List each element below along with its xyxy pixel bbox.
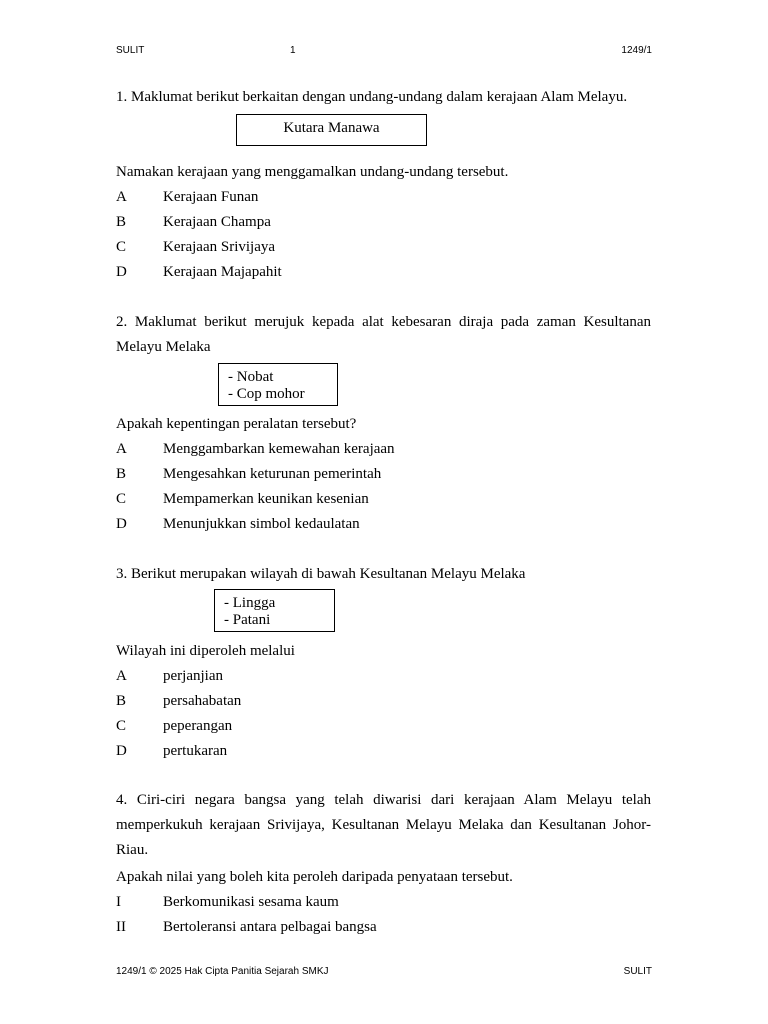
- question-4-stem: 4. Ciri-ciri negara bangsa yang telah diwarisi dari kerajaan Alam Melayu telah memperkukuh kerajaan Srivijaya, Kesultanan Melayu Melaka dan Kesultanan Johor-Riau.: [116, 792, 651, 858]
- option-letter: B: [116, 693, 127, 709]
- question-1-info-box: [236, 114, 427, 146]
- option-text: Mempamerkan keunikan kesenian: [163, 491, 369, 507]
- footer-classification: SULIT: [623, 966, 652, 977]
- info-box-line: - Patani: [224, 612, 271, 628]
- question-1-prompt: Namakan kerajaan yang menggamalkan undang-undang tersebut.: [116, 164, 509, 180]
- option-text: Menunjukkan simbol kedaulatan: [163, 516, 360, 532]
- info-box-line: Kutara Manawa: [283, 120, 380, 136]
- footer-copyright: 1249/1 © 2025 Hak Cipta Panitia Sejarah SMKJ: [116, 966, 329, 977]
- option-text: Kerajaan Srivijaya: [163, 239, 276, 255]
- question-4-prompt: Apakah nilai yang boleh kita peroleh daripada penyataan tersebut.: [116, 869, 513, 885]
- option-letter: A: [116, 189, 127, 205]
- option-letter: C: [116, 491, 127, 507]
- option-letter: D: [116, 516, 127, 532]
- option-letter: B: [116, 214, 127, 230]
- info-box-line: - Lingga: [224, 595, 276, 611]
- option-text: peperangan: [163, 718, 233, 734]
- option-text: pertukaran: [163, 743, 228, 759]
- option-text: Bertoleransi antara pelbagai bangsa: [163, 919, 377, 935]
- header-paper-code: 1249/1: [621, 45, 652, 56]
- option-letter: A: [116, 441, 127, 457]
- option-text: perjanjian: [163, 668, 223, 684]
- option-letter: A: [116, 668, 127, 684]
- header-classification: SULIT: [116, 45, 145, 56]
- question-2-stem: 2. Maklumat berikut merujuk kepada alat kebesaran diraja pada zaman Kesultanan Melayu Melaka: [116, 314, 651, 355]
- question-2-info-box: [218, 363, 338, 406]
- info-box-line: - Cop mohor: [228, 386, 305, 402]
- option-text: Berkomunikasi sesama kaum: [163, 894, 339, 910]
- option-letter: B: [116, 466, 127, 482]
- page-number: 1: [290, 45, 296, 56]
- option-letter: D: [116, 743, 127, 759]
- option-letter: C: [116, 239, 127, 255]
- option-numeral: II: [116, 919, 126, 935]
- question-3-prompt: Wilayah ini diperoleh melalui: [116, 643, 295, 659]
- info-box-line: - Nobat: [228, 369, 274, 385]
- option-letter: D: [116, 264, 127, 280]
- question-3-stem: 3. Berikut merupakan wilayah di bawah Kesultanan Melayu Melaka: [116, 566, 526, 582]
- option-text: Mengesahkan keturunan pemerintah: [163, 466, 382, 482]
- question-2-prompt: Apakah kepentingan peralatan tersebut?: [116, 416, 357, 432]
- option-letter: C: [116, 718, 127, 734]
- question-1-stem: 1. Maklumat berikut berkaitan dengan undang-undang dalam kerajaan Alam Melayu.: [116, 89, 628, 105]
- option-text: persahabatan: [163, 693, 242, 709]
- option-text: Kerajaan Champa: [163, 214, 271, 230]
- option-text: Menggambarkan kemewahan kerajaan: [163, 441, 395, 457]
- option-numeral: I: [116, 894, 121, 910]
- question-3-info-box: [214, 589, 335, 632]
- option-text: Kerajaan Funan: [163, 189, 259, 205]
- option-text: Kerajaan Majapahit: [163, 264, 282, 280]
